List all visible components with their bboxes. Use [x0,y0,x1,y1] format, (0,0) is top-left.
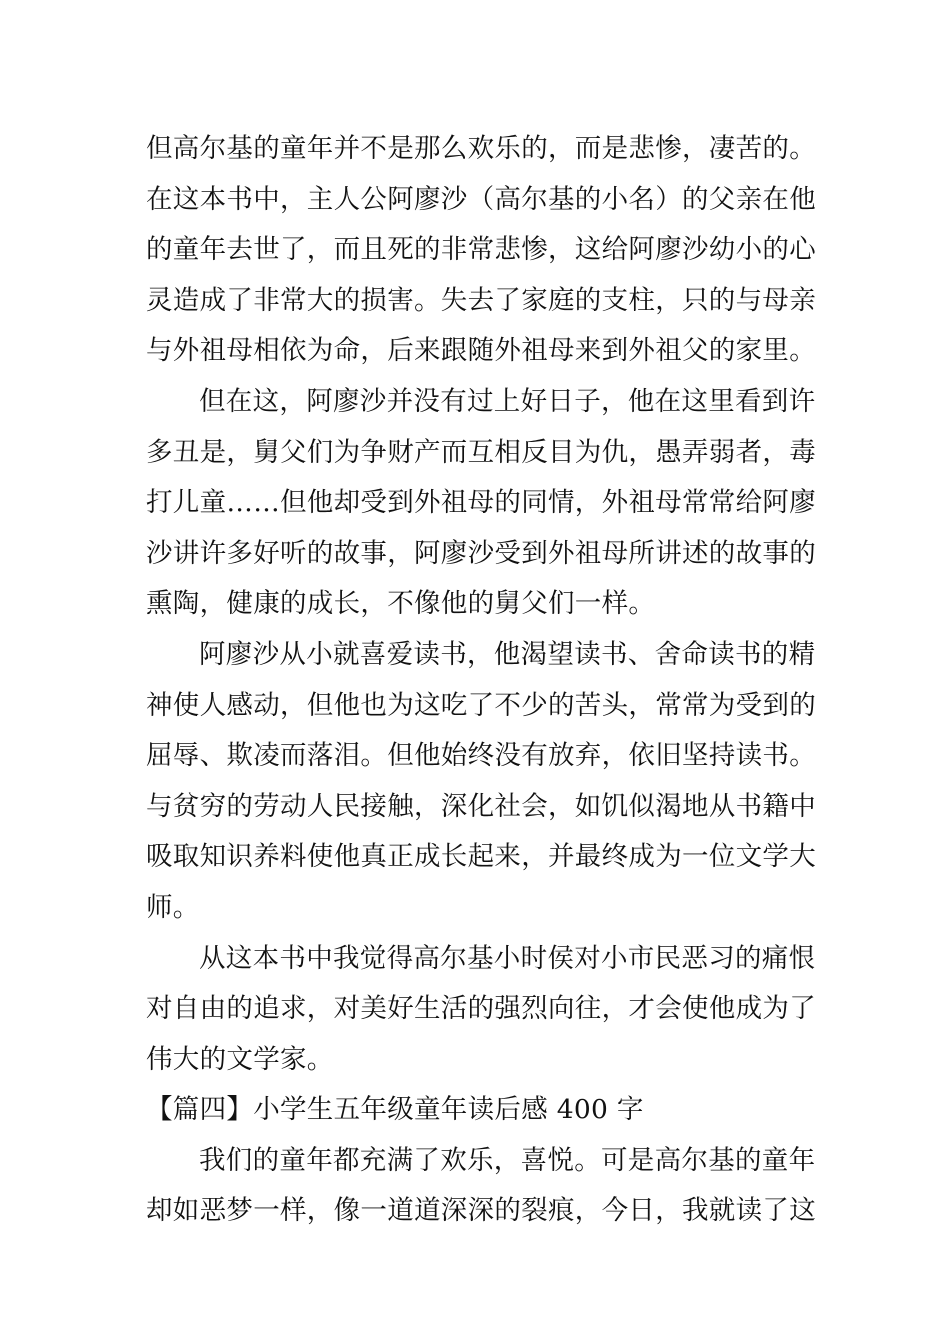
text-line: 对自由的追求，对美好生活的强烈向往，才会使他成为了 [146,993,816,1025]
text-line: 在这本书中，主人公阿廖沙（高尔基的小名）的父亲在他 [146,183,816,215]
text-line: 打儿童……但他却受到外祖母的同情，外祖母常常给阿廖 [146,487,816,519]
document-body [146,124,816,1237]
text-line: 但在这，阿廖沙并没有过上好日子，他在这里看到许 [199,385,816,417]
text-line: 阿廖沙从小就喜爱读书，他渴望读书、舍命读书的精 [199,638,816,670]
text-line: 灵造成了非常大的损害。失去了家庭的支柱，只的与母亲 [146,284,816,316]
text-line: 与外祖母相依为命，后来跟随外祖母来到外祖父的家里。 [146,335,816,367]
text-line: 沙讲许多好听的故事，阿廖沙受到外祖母所讲述的故事的 [146,537,816,569]
section-heading: 【篇四】小学生五年级童年读后感 400 字 [146,1094,644,1126]
text-line: 从这本书中我觉得高尔基小时侯对小市民恶习的痛恨 [199,942,816,974]
text-line: 吸取知识养料使他真正成长起来，并最终成为一位文学大 [146,841,816,873]
text-line: 熏陶，健康的成长，不像他的舅父们一样。 [146,588,656,620]
text-line: 我们的童年都充满了欢乐，喜悦。可是高尔基的童年 [199,1144,816,1176]
text-line: 但高尔基的童年并不是那么欢乐的，而是悲惨，凄苦的。 [146,133,816,164]
text-line: 屈辱、欺凌而落泪。但他始终没有放弃，依旧坚持读书。 [146,740,816,772]
text-line: 的童年去世了，而且死的非常悲惨，这给阿廖沙幼小的心 [146,234,816,266]
text-line: 神使人感动，但他也为这吃了不少的苦头，常常为受到的 [146,689,816,721]
text-line: 师。 [146,891,200,923]
text-line: 多丑是，舅父们为争财产而互相反目为仇，愚弄弱者，毒 [146,436,816,468]
text-line: 与贫穷的劳动人民接触，深化社会，如饥似渴地从书籍中 [146,790,816,822]
text-line: 却如恶梦一样，像一道道深深的裂痕，今日，我就读了这 [146,1195,816,1227]
text-line: 伟大的文学家。 [146,1043,334,1075]
